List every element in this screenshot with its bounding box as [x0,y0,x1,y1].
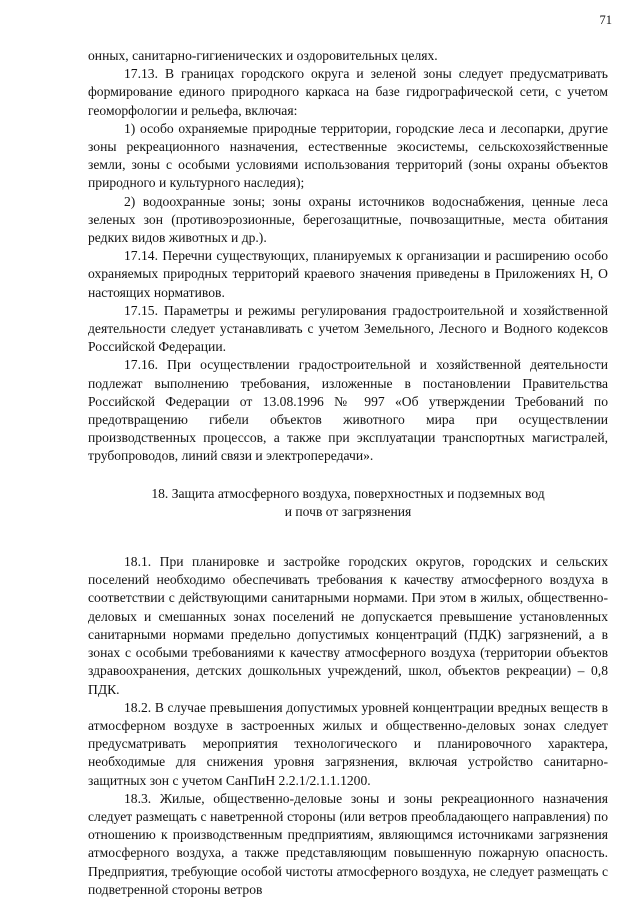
paragraph-17-13: 17.13. В границах городского округа и зеленой зоны следует предусматривать формирование единого природного каркаса на базе гидрографической сети, с учетом геоморфологии и рельефа, включая: [88,66,608,118]
section-heading-line-1: 18. Защита атмосферного воздуха, поверхностных и подземных вод [151,485,545,501]
list-item-17-13-1: 1) особо охраняемые природные территории, городские леса и лесопарки, другие зоны рекреационного назначения, естественные экосистемы, сельскохозяйственные земли, зоны с особыми условиями использования территорий (зоны охраны объектов природного и культурного наследия); [88,120,608,191]
page-content [88,47,608,899]
paragraph-continuation: онных, санитарно-гигиенических и оздоровительных целях. [88,48,438,63]
paragraph-17-15: 17.15. Параметры и режимы регулирования градостроительной и хозяйственной деятельности следует устанавливать с учетом Земельного, Лесного и Водного кодексов Российской Федерации. [88,302,608,355]
paragraph-17-16: 17.16. При осуществлении градостроительной и хозяйственной деятельности подлежат выполнению требования, изложенные в постановлении Правительства Российской Федерации от 13.08.1996 № 997 «Об утверждении Требований по предотвращению гибели объектов животного мира при осуществлении производственных процессов, а также при эксплуатации транспортных магистралей, трубопроводов, линий связи и электропередачи». [88,357,608,464]
paragraphs-after-heading [88,553,608,899]
paragraph-18-3: 18.3. Жилые, общественно-деловые зоны и зоны рекреационного назначения следует размещать с наветренной стороны (или ветров преобладающего направления) по отношению к производственным предприятиям, являющимся источниками загрязнения атмосферного воздуха, а также представляющим повышенную пожарную опасность. Предприятия, требующие особой чистоты атмосферного воздуха, не следует размещать с подветренной стороны ветров [88,790,608,897]
paragraph-17-14: 17.14. Перечни существующих, планируемых к организации и расширению особо охраняемых природных территорий краевого значения приведены в Приложениях Н, О настоящих нормативов. [88,248,608,300]
paragraphs-before-heading [88,47,608,466]
list-item-17-13-2: 2) водоохранные зоны; зоны охраны источников водоснабжения, ценные леса зеленых зон (противоэрозионные, берегозащитные, почвозащитные, места обитания редких видов животных и др.). [88,193,608,246]
section-heading-line-2: и почв от загрязнения [284,503,412,519]
page-number: 71 [599,13,612,27]
section-heading-18 [88,485,608,521]
paragraph-18-1: 18.1. При планировке и застройке городских округов, городских и сельских поселений необходимо обеспечивать требования к качеству атмосферного воздуха в соответствии с действующими санитарными нормами. При этом в жилых, общественно-деловых и смешанных зонах поселений не допускается превышение установленных санитарными нормами предельно допустимых концентраций (ПДК) загрязнений, а в зонах с особыми требованиями к качеству атмосферного воздуха (территории объектов здравоохранения, детских дошкольных учреждений, школ, объектов рекреации) – 0,8 ПДК. [88,554,608,697]
paragraph-18-2: 18.2. В случае превышения допустимых уровней концентрации вредных веществ в атмосферном воздухе в застроенных жилых и общественно-деловых зонах следует предусматривать мероприятия технологического и планировочного характера, необходимые для снижения уровня загрязнения, включая устройство санитарно-защитных зон с учетом СанПиН 2.2.1/2.1.1.1200. [88,699,608,788]
